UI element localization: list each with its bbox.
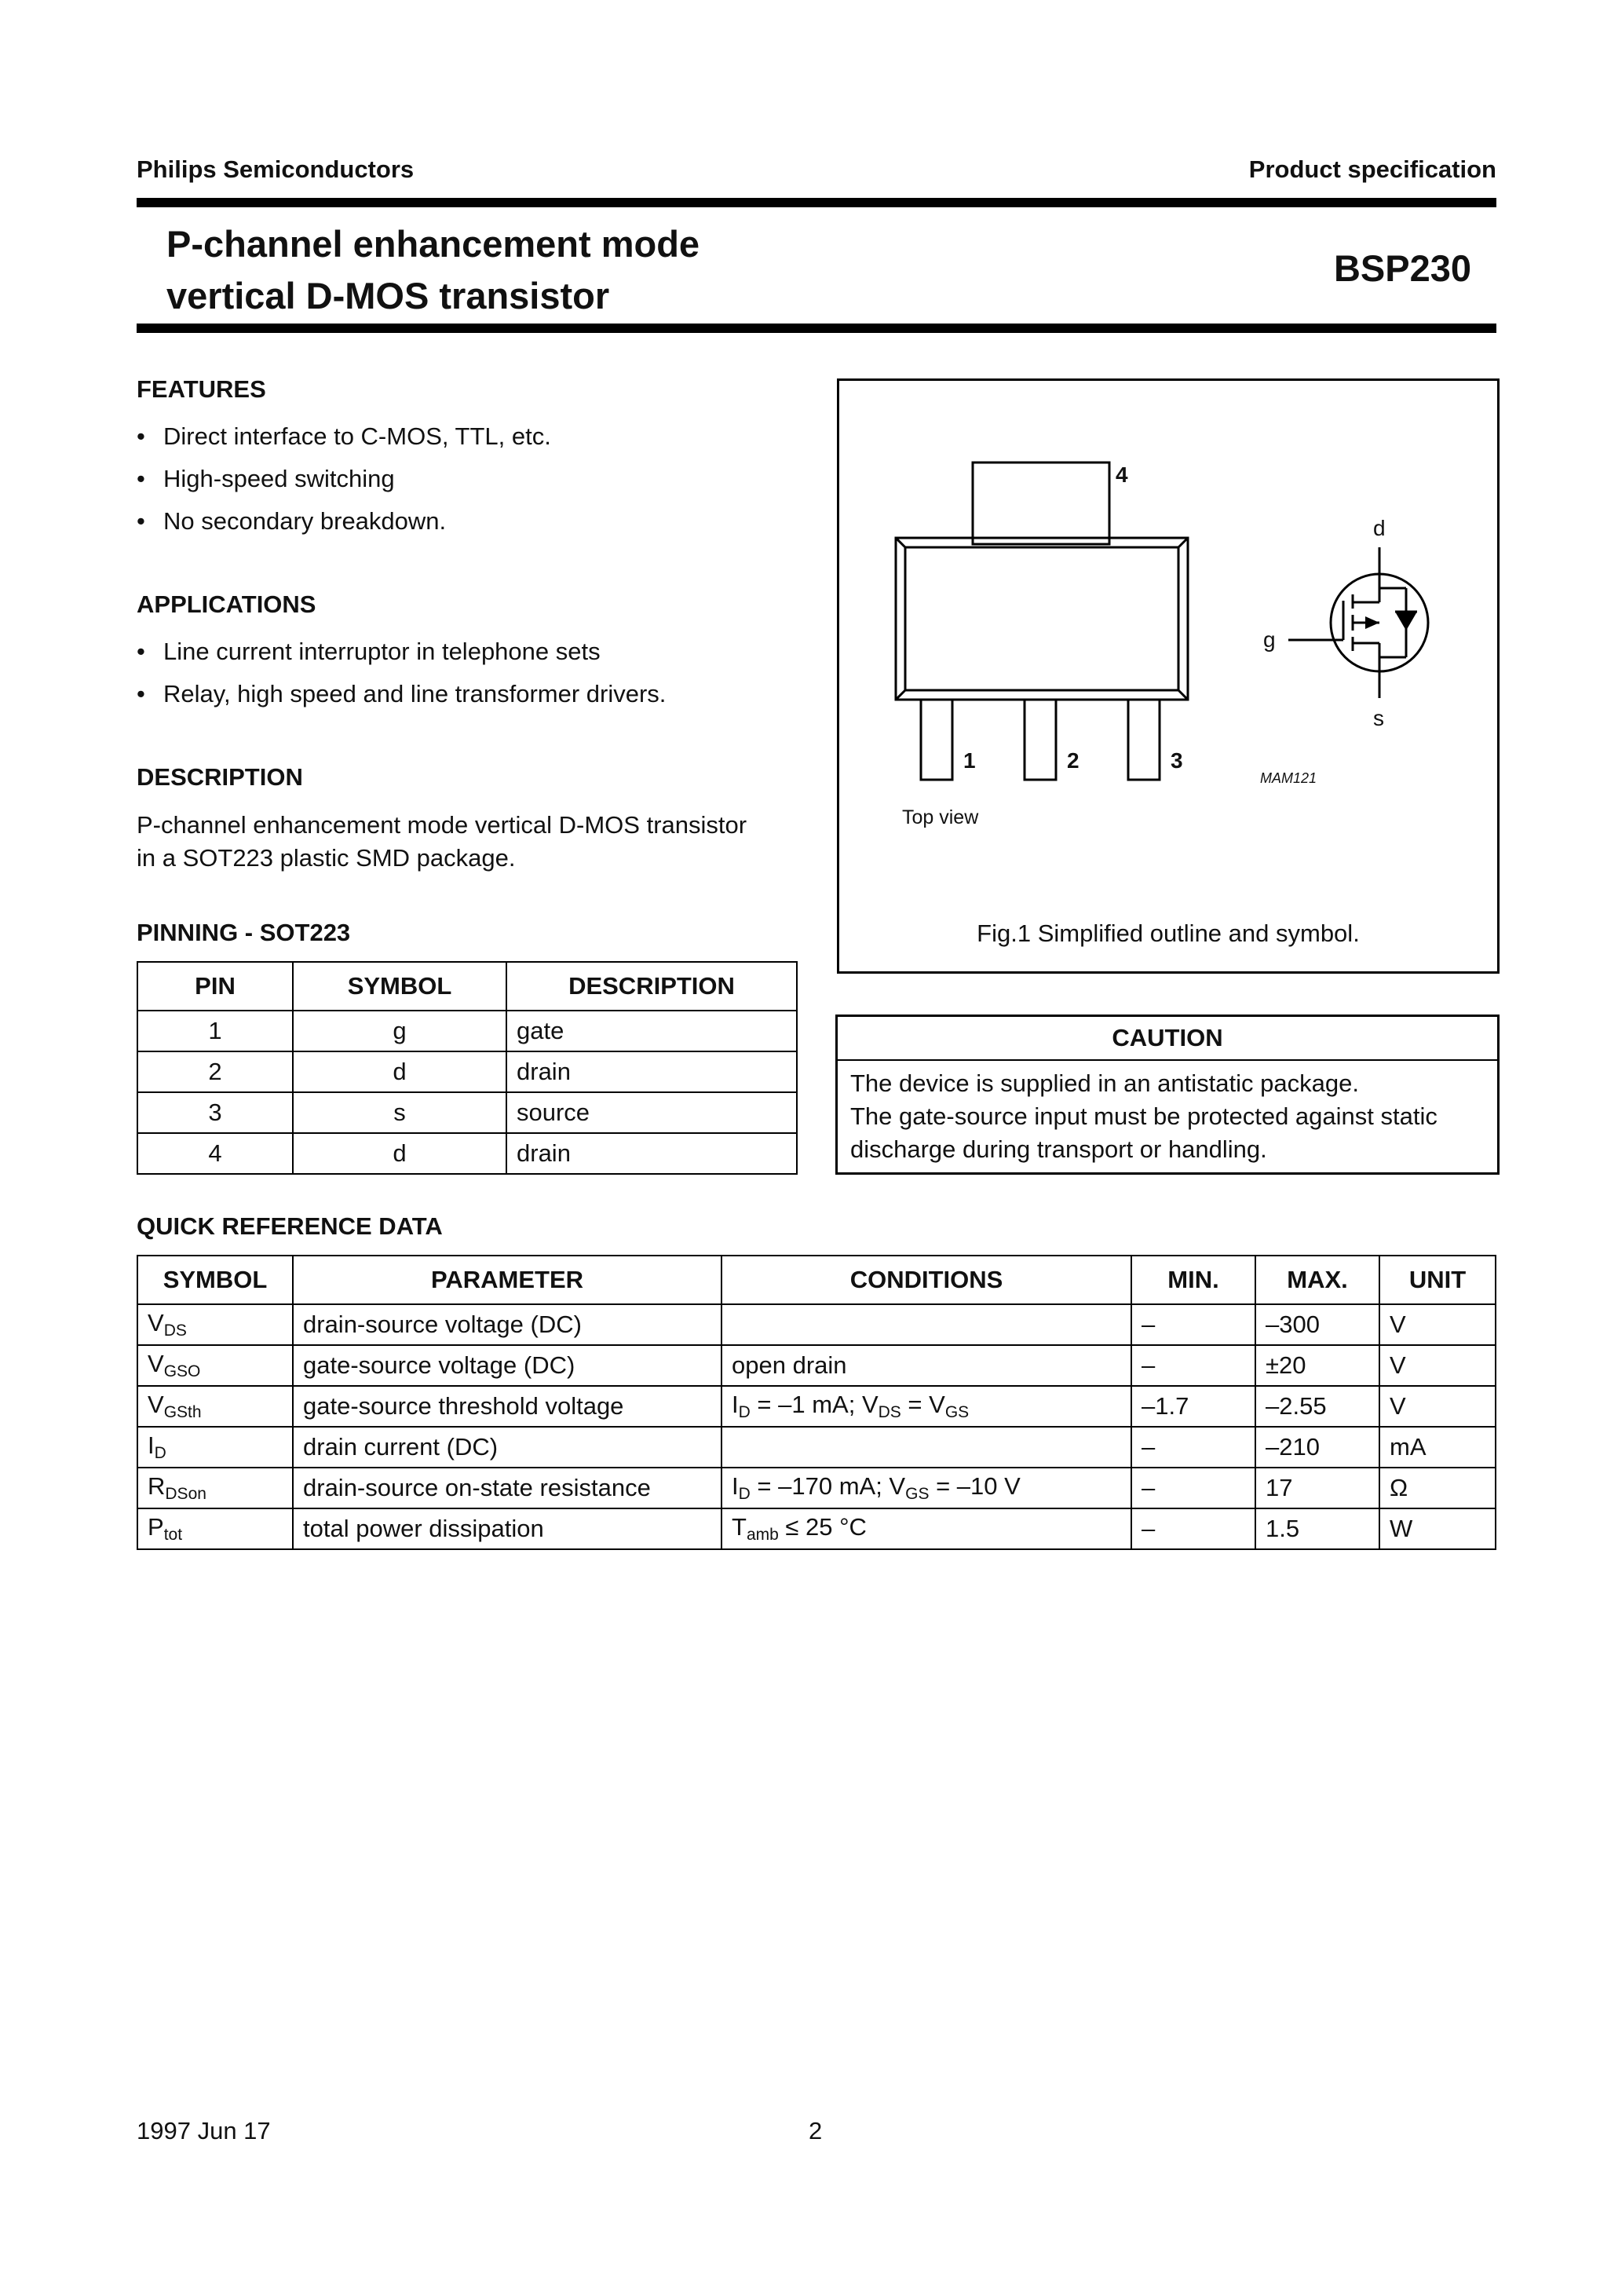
- column-header: PIN: [137, 962, 293, 1011]
- description-text: P-channel enhancement mode vertical D-MOS transistor in a SOT223 plastic SMD package.: [137, 811, 747, 872]
- page-number: 2: [809, 2117, 823, 2144]
- table-row: $V_{DS}$ drain-source voltage (DC) – –300 V: [137, 1304, 1496, 1345]
- table-row: 2 d drain: [137, 1051, 797, 1092]
- footer-date: 1997 Jun 17: [137, 2117, 271, 2144]
- caution-heading: CAUTION: [838, 1017, 1497, 1061]
- title-line-1: P-channel enhancement mode: [166, 223, 700, 265]
- diode-arrow: [1395, 612, 1417, 631]
- figure-box: [837, 378, 1500, 974]
- header-rule: [137, 198, 1496, 207]
- source-label: s: [1373, 706, 1384, 730]
- pin-1-label: 1: [963, 748, 976, 773]
- feature-item: • Direct interface to C-MOS, TTL, etc.: [137, 422, 551, 450]
- column-header: MAX.: [1255, 1256, 1379, 1304]
- table-row: $V_{GSO}$ gate-source voltage (DC) open drain – ±20 V: [137, 1345, 1496, 1386]
- application-item: • Relay, high speed and line transformer drivers.: [137, 680, 667, 707]
- drain-label: d: [1373, 516, 1386, 540]
- feature-item: • High-speed switching: [137, 465, 395, 492]
- column-header: PARAMETER: [293, 1256, 721, 1304]
- pin-2-label: 2: [1067, 748, 1080, 773]
- caution-text: The device is supplied in an antistatic package. The gate-source input must be protected against static discharge during transport or handling.: [850, 1069, 1438, 1163]
- pinning-table: [137, 961, 798, 1175]
- table-row: $R_{DSon}$ drain-source on-state resistance $I_D = -170$ mA; $V_{GS} = -10$ V – 17 Ω: [137, 1468, 1496, 1508]
- gate-label: g: [1263, 627, 1276, 652]
- pin-2-lead: [1025, 700, 1056, 780]
- table-row: $I_D$ drain current (DC) – –210 mA: [137, 1427, 1496, 1468]
- part-number: BSP230: [1333, 247, 1471, 289]
- pin-1-lead: [921, 700, 952, 780]
- package-outline-and-symbol: [839, 381, 1497, 971]
- column-header: SYMBOL: [137, 1256, 293, 1304]
- table-row: $V_{GSth}$ gate-source threshold voltage $I_D = -1$ mA; $V_{DS} = V_{GS}$ –1.7 –2.55 V: [137, 1386, 1496, 1427]
- quick-reference-table: [137, 1255, 1496, 1550]
- quick-reference-heading: QUICK REFERENCE DATA: [137, 1212, 443, 1240]
- column-header: CONDITIONS: [721, 1256, 1131, 1304]
- table-row: $P_{tot}$ total power dissipation $T_{amb} \le 25$ °C – 1.5 W: [137, 1508, 1496, 1549]
- application-item: • Line current interruptor in telephone sets: [137, 638, 601, 665]
- figure-caption: Fig.1 Simplified outline and symbol.: [977, 919, 1360, 947]
- applications-heading: APPLICATIONS: [137, 590, 316, 618]
- pin-4-tab: [973, 462, 1109, 544]
- pin-3-label: 3: [1171, 748, 1183, 773]
- caution-box: [835, 1015, 1500, 1175]
- table-row: 4 d drain: [137, 1133, 797, 1174]
- figure-code: MAM121: [1260, 770, 1317, 786]
- table-row: 3 s source: [137, 1092, 797, 1133]
- company-name: Philips Semiconductors: [137, 155, 415, 183]
- view-label: Top view: [902, 806, 979, 828]
- feature-item: • No secondary breakdown.: [137, 507, 447, 535]
- title-line-2: vertical D-MOS transistor: [166, 275, 610, 316]
- column-header: SYMBOL: [293, 962, 506, 1011]
- features-heading: FEATURES: [137, 375, 266, 403]
- page-title: [166, 218, 700, 322]
- pin-4-label: 4: [1116, 462, 1128, 487]
- column-header: MIN.: [1131, 1256, 1255, 1304]
- title-rule: [137, 324, 1496, 333]
- description-heading: DESCRIPTION: [137, 763, 303, 791]
- pin-3-lead: [1128, 700, 1160, 780]
- column-header: UNIT: [1379, 1256, 1496, 1304]
- package-body: [896, 538, 1188, 700]
- document-type: Product specification: [1248, 155, 1496, 183]
- column-header: DESCRIPTION: [506, 962, 797, 1011]
- channel-arrow: [1365, 616, 1379, 629]
- table-row: 1 g gate: [137, 1011, 797, 1051]
- pinning-heading: PINNING - SOT223: [137, 919, 351, 946]
